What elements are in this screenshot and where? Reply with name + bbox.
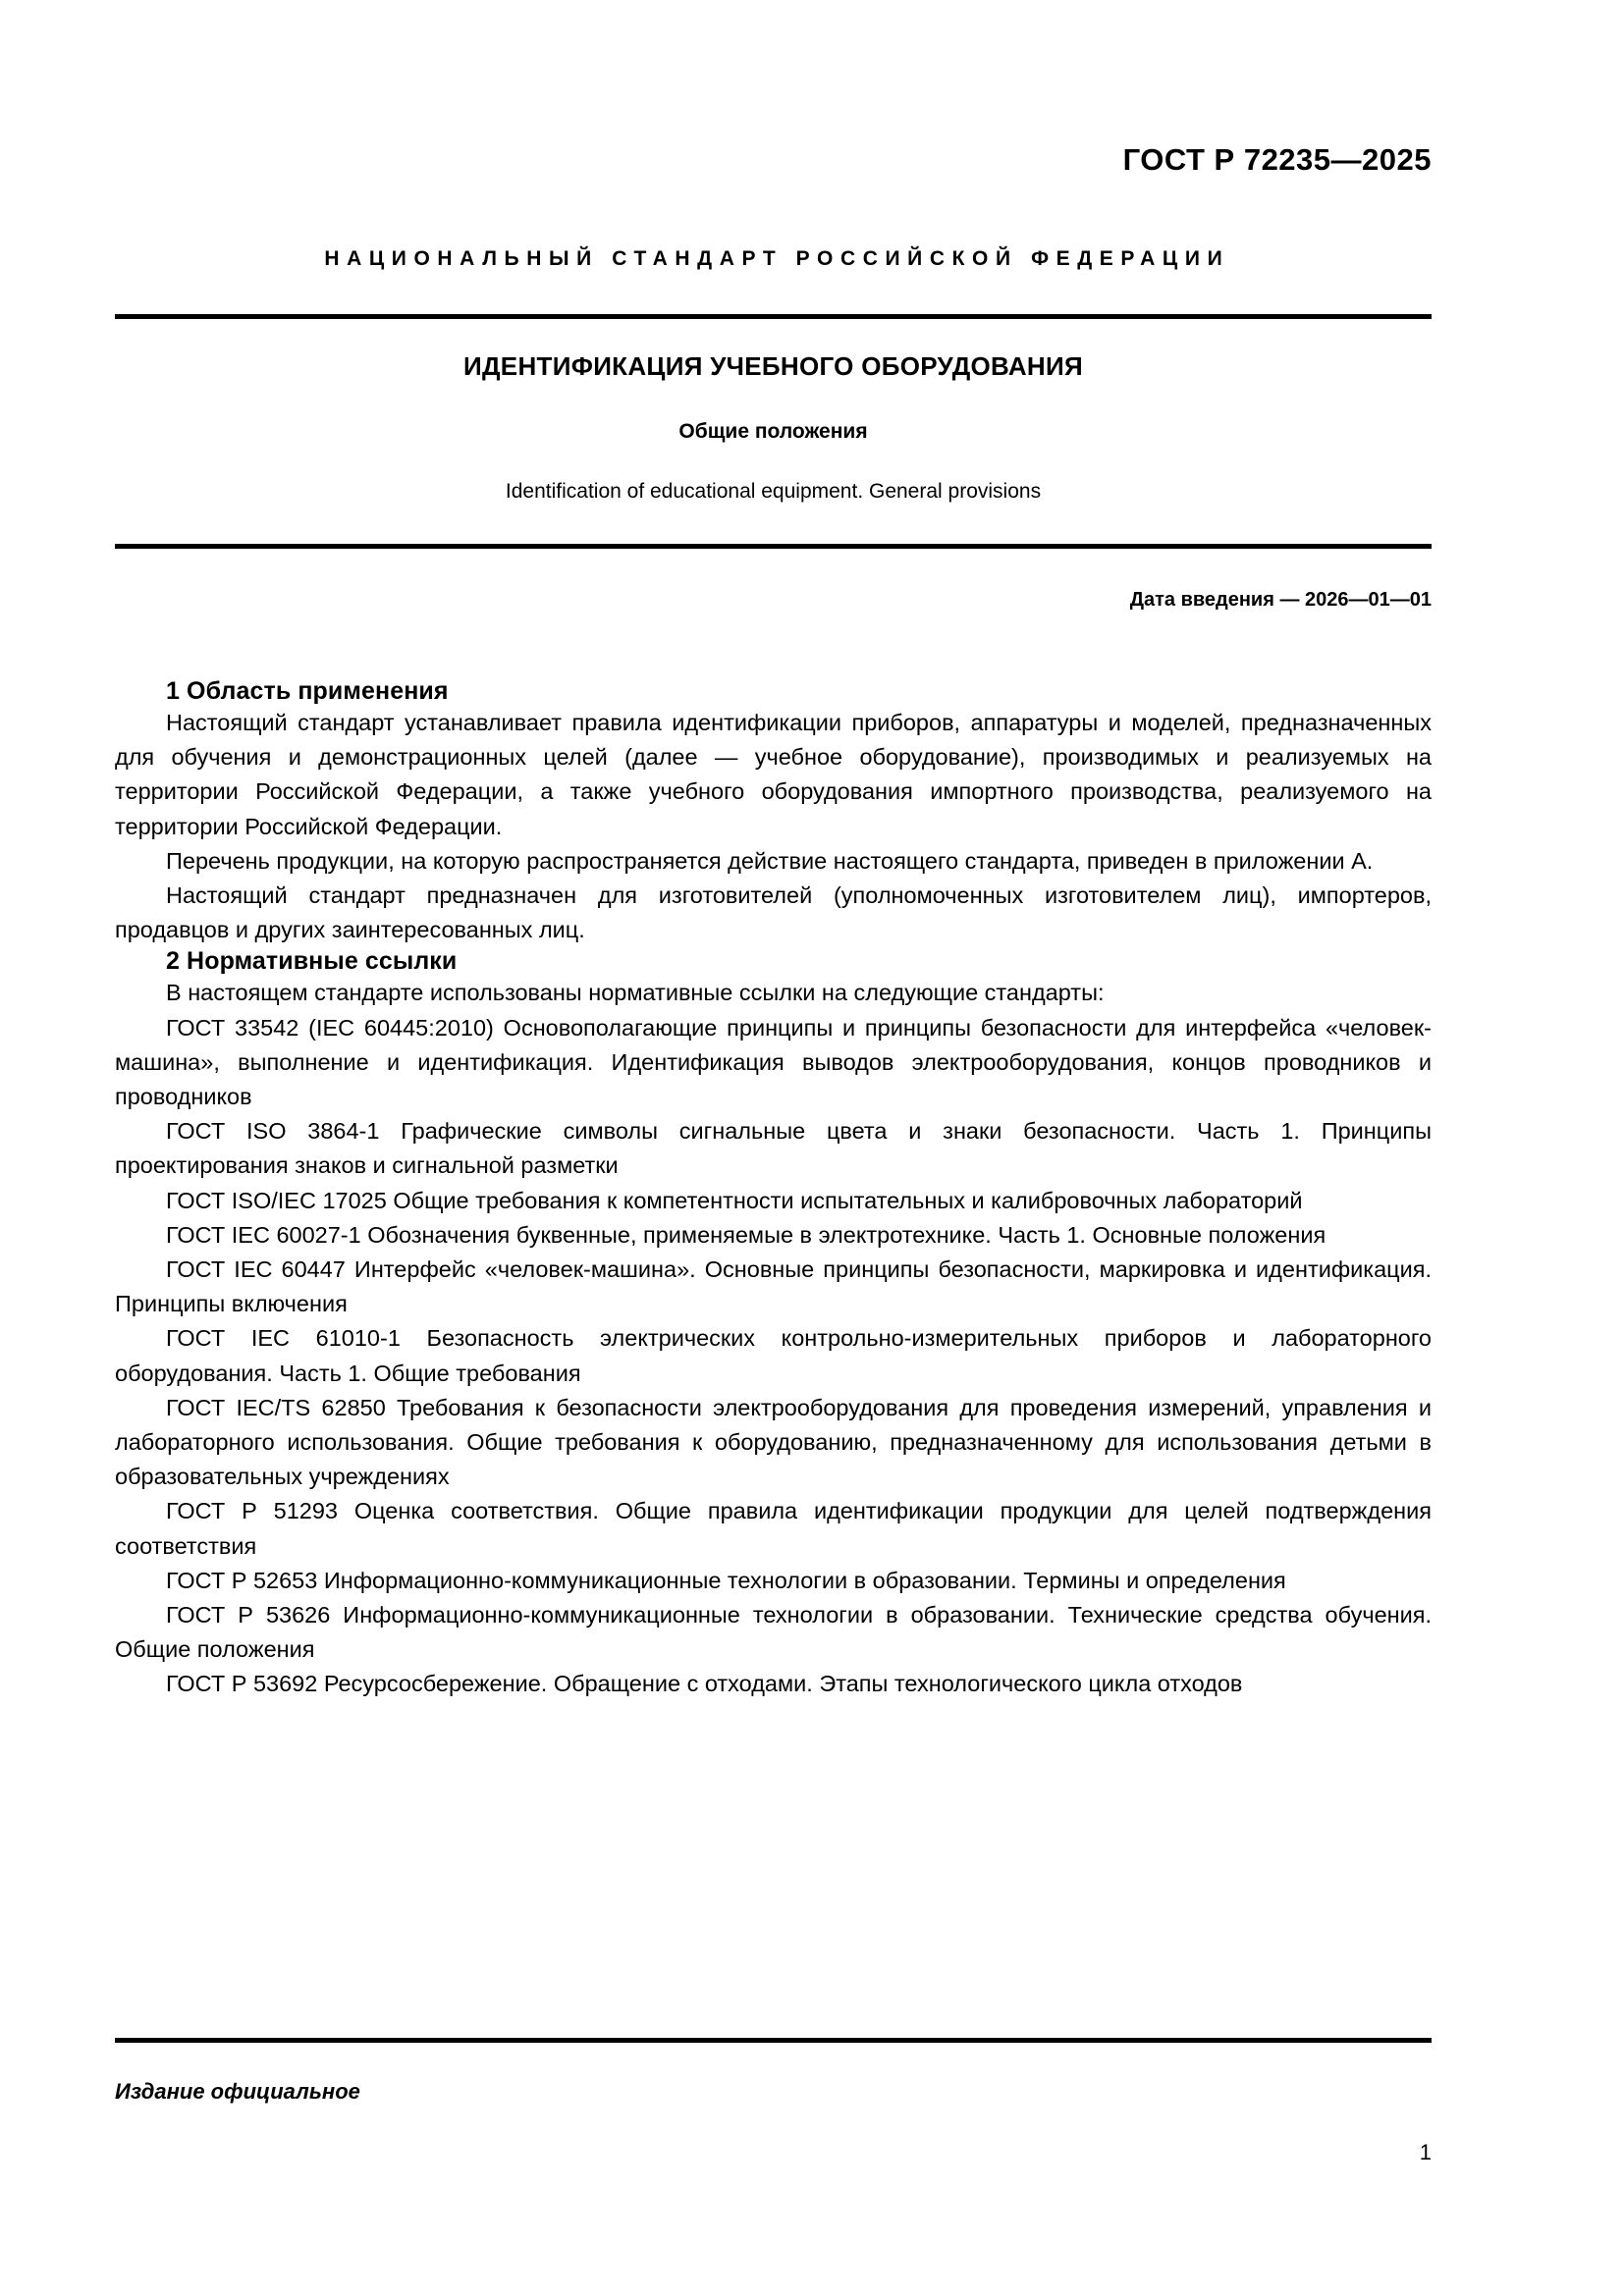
page-subtitle: Общие положения — [678, 420, 868, 443]
reference-item: ГОСТ 33542 (IEC 60445:2010) Основополагающие принципы и принципы безопасности для интерфейса «человек-машина», выполнение и идентификация. Идентификация выводов электрооборудования, концов проводников и проводников — [115, 1014, 1432, 1110]
reference-item: ГОСТ Р 53692 Ресурсосбережение. Обращение с отходами. Этапы технологического цикла отходов — [166, 1671, 1243, 1697]
page-title-english: Identification of educational equipment. General provisions — [505, 480, 1042, 503]
footer-rule — [115, 2038, 1432, 2043]
national-standard-heading: НАЦИОНАЛЬНЫЙ СТАНДАРТ РОССИЙСКОЙ ФЕДЕРАЦИИ — [324, 247, 1230, 270]
reference-item: ГОСТ Р 52653 Информационно-коммуникационные технологии в образовании. Термины и определения — [166, 1567, 1286, 1593]
paragraph: Настоящий стандарт устанавливает правила идентификации приборов, аппаратуры и моделей, предназначенных для обучения и демонстрационных целей (далее — учебное оборудование), производимых и реализуемых на территории Российской Федерации, а также учебного оборудования импортного производства, реализуемого на территории Российской Федерации. — [115, 710, 1432, 839]
reference-item: ГОСТ Р 51293 Оценка соответствия. Общие правила идентификации продукции для целей подтверждения соответствия — [115, 1498, 1432, 1559]
introduction-date: Дата введения — 2026—01—01 — [1129, 589, 1432, 611]
title-rule-bottom — [115, 544, 1432, 549]
reference-item: ГОСТ IEC 61010-1 Безопасность электрических контрольно-измерительных приборов и лабораторного оборудования. Часть 1. Общие требования — [115, 1325, 1432, 1386]
page-content — [115, 0, 1432, 2296]
paragraph: В настоящем стандарте использованы нормативные ссылки на следующие стандарты: — [166, 980, 1105, 1006]
document-number: ГОСТ Р 72235—2025 — [1122, 142, 1432, 177]
reference-item: ГОСТ Р 53626 Информационно-коммуникационные технологии в образовании. Технические средства обучения. Общие положения — [115, 1602, 1432, 1663]
reference-item: ГОСТ ISO 3864-1 Графические символы сигнальные цвета и знаки безопасности. Часть 1. Принципы проектирования знаков и сигнальной разметки — [115, 1118, 1432, 1179]
page-number: 1 — [1419, 2140, 1432, 2164]
reference-item: ГОСТ IEC 60447 Интерфейс «человек-машина». Основные принципы безопасности, маркировка и идентификация. Принципы включения — [115, 1256, 1432, 1317]
official-edition-note: Издание официальное — [115, 2079, 360, 2104]
paragraph: Перечень продукции, на которую распространяется действие настоящего стандарта, приведен в приложении А. — [166, 847, 1374, 874]
reference-item: ГОСТ IEC/TS 62850 Требования к безопасности электрооборудования для проведения измерений, управления и лабораторного использования. Общие требования к оборудованию, предназначенному для использования детьми в образовательных учреждениях — [115, 1394, 1432, 1490]
reference-item: ГОСТ ISO/IEC 17025 Общие требования к компетентности испытательных и калибровочных лабораторий — [166, 1187, 1303, 1213]
reference-item: ГОСТ IEC 60027-1 Обозначения буквенные, применяемые в электротехнике. Часть 1. Основные положения — [166, 1221, 1326, 1248]
body-text — [115, 677, 1432, 1702]
section-heading-scope: 1 Область применения — [166, 677, 449, 705]
title-rule-top — [115, 314, 1432, 319]
paragraph: Настоящий стандарт предназначен для изготовителей (уполномоченных изготовителем лиц), импортеров, продавцов и других заинтересованных лиц. — [115, 882, 1432, 943]
page-title: ИДЕНТИФИКАЦИЯ УЧЕБНОГО ОБОРУДОВАНИЯ — [463, 351, 1083, 381]
section-heading-normative-references: 2 Нормативные ссылки — [166, 947, 458, 976]
